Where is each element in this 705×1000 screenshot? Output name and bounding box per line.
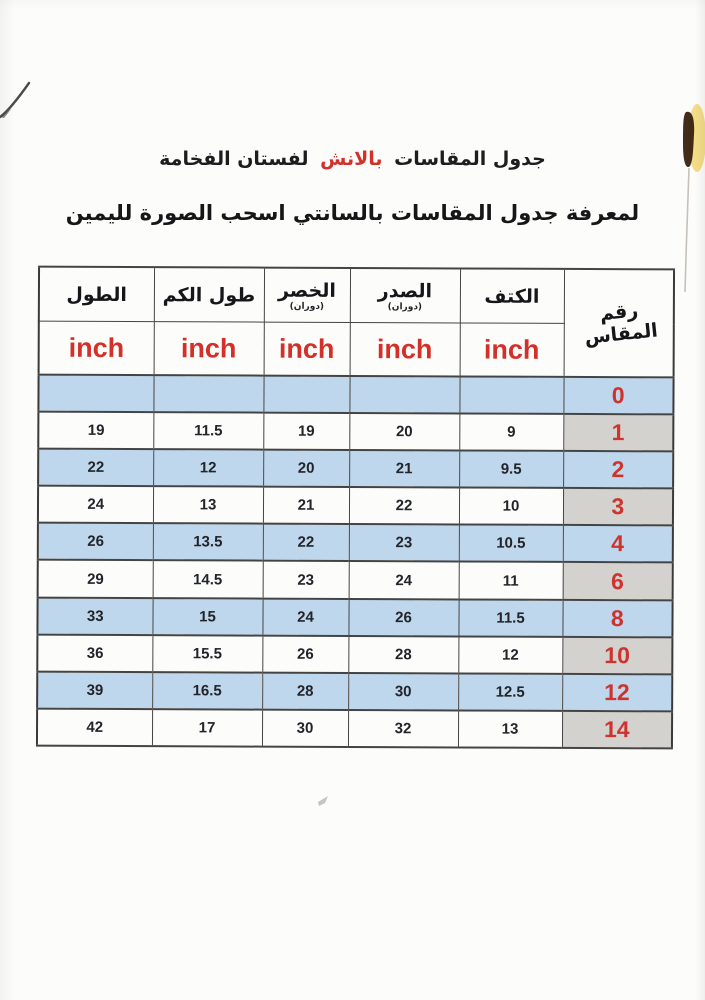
size-number-cell: 6 xyxy=(563,562,673,600)
sleeve-value-cell: 13.5 xyxy=(153,523,263,561)
sleeve-value-cell: 15.5 xyxy=(152,635,262,673)
cursor-arrow-mark xyxy=(318,796,328,806)
sleeve-value-cell: 11.5 xyxy=(153,412,263,450)
table-row xyxy=(37,597,672,637)
chest-value-cell: 22 xyxy=(349,487,459,525)
table-row xyxy=(38,412,673,452)
sleeve-value-cell: 12 xyxy=(153,449,263,487)
column-subnote: (دوران) xyxy=(387,301,423,312)
title-highlight-inch: بالانش xyxy=(320,148,383,170)
sleeve-value-cell: 17 xyxy=(152,709,262,747)
waist-value-cell: 21 xyxy=(263,487,349,524)
waist-value-cell: 20 xyxy=(263,450,349,487)
waist-value-cell: 22 xyxy=(263,524,349,561)
pen-stroke-blob xyxy=(0,108,12,118)
size-number-cell: 14 xyxy=(562,711,672,749)
chest-value-cell: 24 xyxy=(349,561,459,599)
table-row xyxy=(37,708,672,748)
chest-value-cell: 26 xyxy=(348,599,458,637)
size-number-cell: 3 xyxy=(563,488,673,526)
size-number-cell: 4 xyxy=(563,525,673,563)
unit-label-inch: inch xyxy=(39,321,154,375)
shoulder-value-cell xyxy=(459,376,563,414)
table-row xyxy=(37,671,672,711)
length-value-cell: 36 xyxy=(37,634,152,672)
sleeve-value-cell: 16.5 xyxy=(152,672,262,710)
unit-label-inch: inch xyxy=(350,322,460,376)
waist-value-cell: 24 xyxy=(262,598,348,635)
chest-value-cell: 28 xyxy=(348,636,458,674)
length-value-cell: 22 xyxy=(38,449,153,487)
length-value-cell: 42 xyxy=(37,708,152,746)
unit-label-inch: inch xyxy=(264,322,350,376)
chest-value-cell xyxy=(349,376,459,414)
length-value-cell xyxy=(38,375,153,413)
chest-value-cell: 20 xyxy=(349,413,459,451)
size-number-cell: 0 xyxy=(563,377,673,415)
chest-value-cell: 23 xyxy=(349,524,459,562)
unit-label-inch: inch xyxy=(154,322,264,376)
shoulder-value-cell: 9 xyxy=(459,414,563,452)
paper-crease-line xyxy=(685,168,689,292)
title-part-1: جدول المقاسات xyxy=(394,148,546,170)
shoulder-value-cell: 10.5 xyxy=(459,525,563,563)
size-number-cell: 8 xyxy=(562,599,672,637)
waist-value-cell: 23 xyxy=(263,561,349,598)
shoulder-value-cell: 12.5 xyxy=(458,673,562,711)
sleeve-value-cell: 14.5 xyxy=(153,561,263,599)
chart-title xyxy=(0,148,705,170)
column-header-shoulder: الكتف xyxy=(460,268,564,323)
table-row xyxy=(38,375,673,415)
length-value-cell: 39 xyxy=(37,671,152,709)
chest-value-cell: 32 xyxy=(348,710,458,748)
table-body xyxy=(37,375,674,749)
length-value-cell: 29 xyxy=(38,560,153,598)
waist-value-cell: 28 xyxy=(262,672,348,709)
shoulder-value-cell: 10 xyxy=(459,488,563,526)
column-header-length: الطول xyxy=(39,267,154,322)
sleeve-value-cell: 13 xyxy=(153,486,263,524)
sleeve-value-cell: 15 xyxy=(152,598,262,636)
chart-subtitle: لمعرفة جدول المقاسات بالسانتي اسحب الصورة لليمين xyxy=(65,201,640,225)
column-header-waist: الخصر (دوران) xyxy=(264,268,350,323)
table-row xyxy=(38,523,673,563)
size-number-cell: 1 xyxy=(563,414,673,452)
size-number-cell: 2 xyxy=(563,451,673,489)
column-header-size-number: رقم المقاس xyxy=(564,269,674,377)
size-number-cell: 10 xyxy=(562,637,672,675)
table-row xyxy=(37,634,672,674)
waist-value-cell: 30 xyxy=(262,709,348,747)
chest-value-cell: 21 xyxy=(349,450,459,488)
column-header-chest: الصدر (دوران) xyxy=(350,268,460,323)
table-row xyxy=(38,449,673,489)
length-value-cell: 24 xyxy=(38,486,153,524)
shoulder-value-cell: 11.5 xyxy=(458,599,562,637)
shoulder-value-cell: 13 xyxy=(458,710,562,748)
title-part-2: لفستان الفخامة xyxy=(159,148,309,170)
shoulder-value-cell: 9.5 xyxy=(459,451,563,489)
size-number-cell: 12 xyxy=(562,674,672,712)
table-row xyxy=(38,486,673,526)
waist-value-cell xyxy=(263,376,349,413)
unit-label-inch: inch xyxy=(460,323,564,377)
table-row xyxy=(38,560,673,600)
waist-value-cell: 26 xyxy=(262,635,348,672)
shoulder-value-cell: 11 xyxy=(459,562,563,600)
column-header-sleeve-length: طول الكم xyxy=(154,267,264,322)
length-value-cell: 33 xyxy=(37,597,152,635)
length-value-cell: 26 xyxy=(38,523,153,561)
table-header xyxy=(39,267,674,378)
column-subnote: (دوران) xyxy=(289,301,325,312)
pen-stroke-mark xyxy=(0,83,29,117)
length-value-cell: 19 xyxy=(38,412,153,450)
sleeve-value-cell xyxy=(153,375,263,413)
waist-value-cell: 19 xyxy=(263,413,349,450)
chest-value-cell: 30 xyxy=(348,673,458,711)
shoulder-value-cell: 12 xyxy=(458,636,562,674)
size-chart-table xyxy=(36,266,675,750)
